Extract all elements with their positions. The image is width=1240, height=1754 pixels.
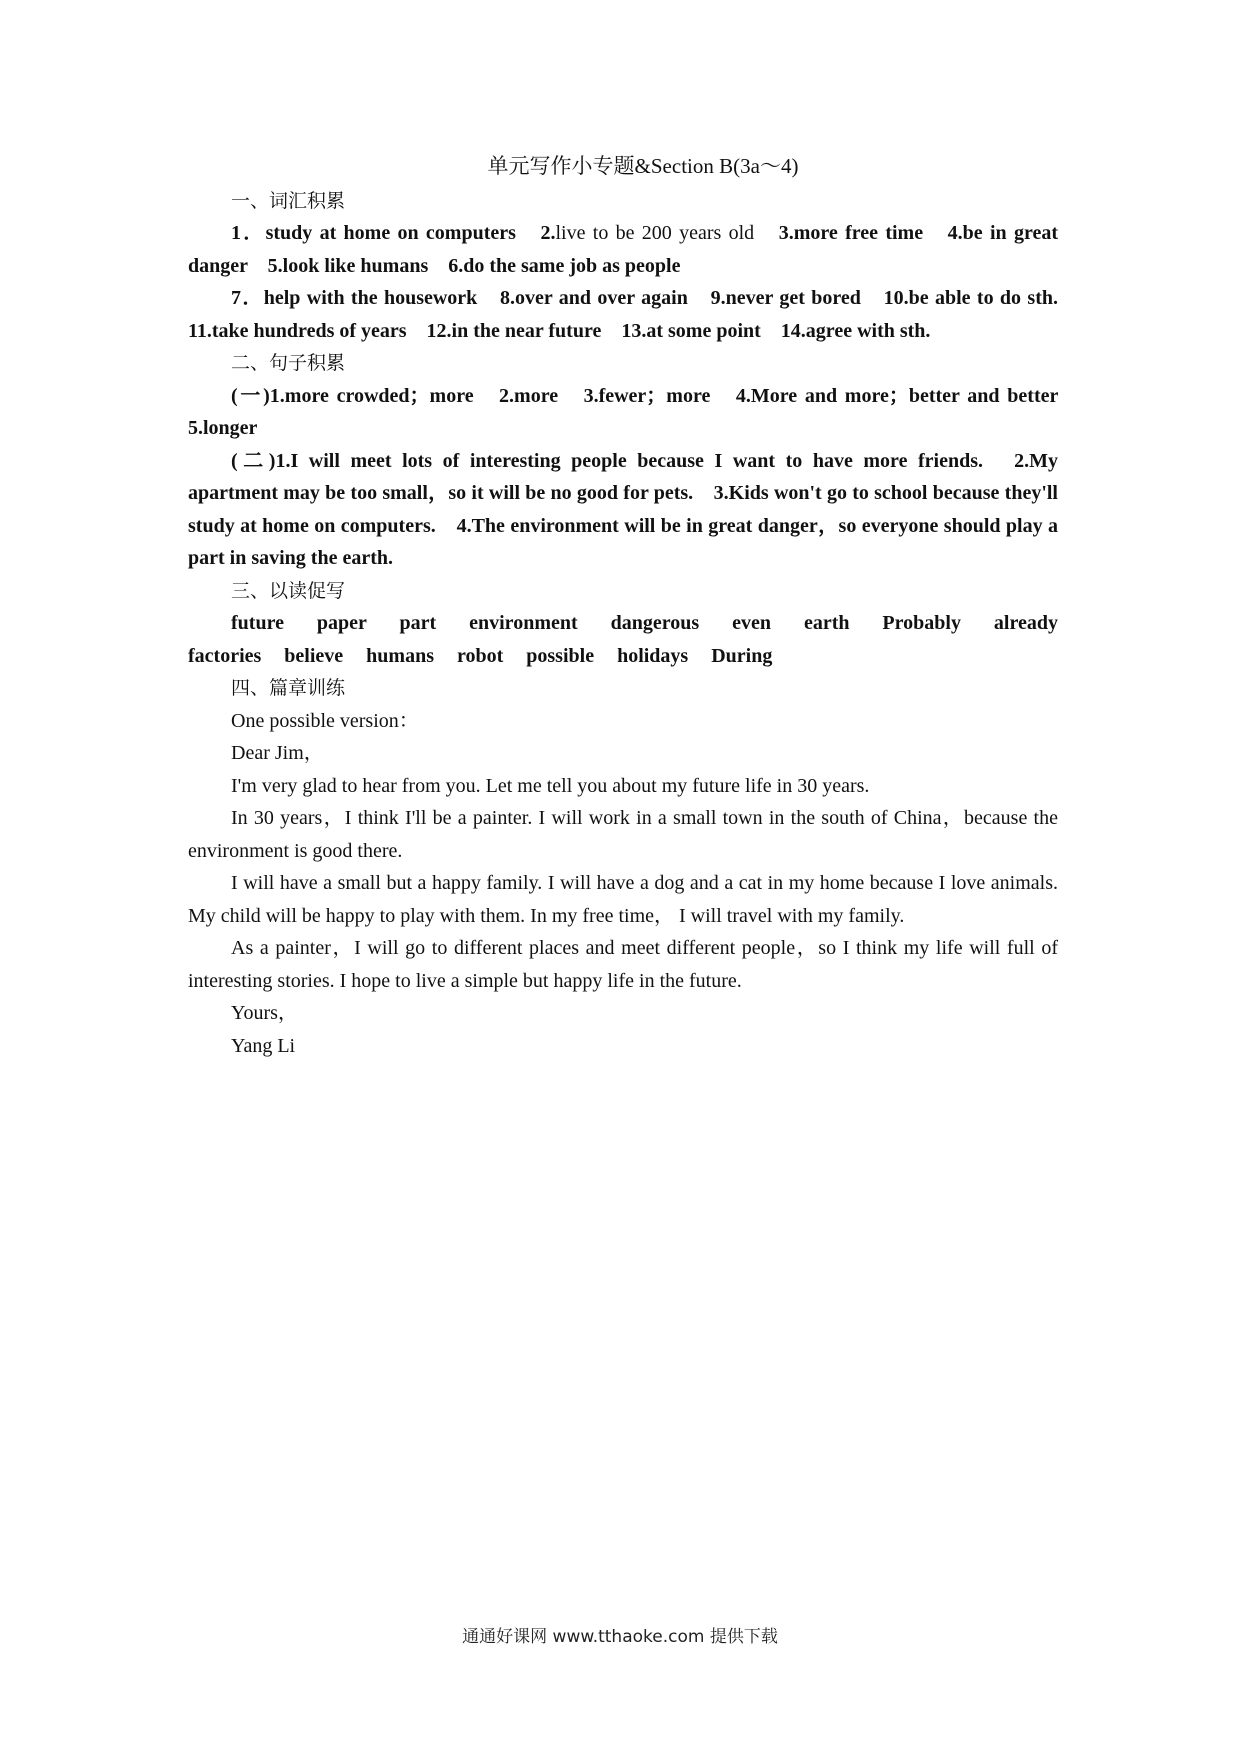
letter-paragraph-3: I will have a small but a happy family. I will have a dog and a cat in my home because I love animals. My child will be happy to play with them. In my free time， I will travel with my family. (188, 872, 1058, 927)
vocabulary-answers-2: 7．help with the housework 8.over and over again 9.never get bored 10.be able to do sth. 11.take hundreds of years 12.in the near future 13.at some point 14.agree with sth. (188, 287, 1078, 342)
letter-paragraph-4: As a painter，I will go to different places and meet different people，so I think my life will full of interesting stories. I hope to live a simple but happy life in the future. (188, 937, 1058, 992)
letter-signature: Yang Li (231, 1034, 296, 1057)
letter-salutation: Dear Jim， (231, 742, 324, 764)
vocab-text-c: 3.more free time 4.be in great danger 5.look like humans 6.do the same job as people (188, 222, 1058, 277)
letter-paragraph-1: I'm very glad to hear from you. Let me tell you about my future life in 30 years. (231, 774, 870, 797)
section-heading-vocabulary: 一、词汇积累 (231, 189, 346, 212)
section-heading-reading-writing: 三、以读促写 (231, 579, 346, 602)
word-list-line-1: future paper part environment dangerous even earth Probably already (231, 612, 1058, 634)
section-heading-sentences: 二、句子积累 (231, 352, 346, 374)
section-heading-writing-practice: 四、篇章训练 (231, 677, 346, 699)
document-page (188, 150, 1078, 1062)
sentence-answers-1: (一)1.more crowded；more 2.more 3.fewer；more 4.More and more；better and better 5.longer (188, 384, 1078, 439)
vocab-text-a: 1．study at home on computers 2. (231, 222, 556, 244)
vocab-text-b: live to be 200 years old (555, 222, 755, 244)
vocabulary-answers-1 (188, 217, 1058, 282)
letter-paragraph-2: In 30 years，I think I'll be a painter. I will work in a small town in the south of China，because the environment is good there. (188, 807, 1058, 862)
page-title: 单元写作小专题&Section B(3a～4) (487, 154, 799, 178)
sample-intro: One possible version： (231, 709, 419, 732)
page-footer: 通通好课网 www.tthaoke.com 提供下载 (462, 1627, 778, 1647)
word-list-line-2: factories believe humans robot possible holidays During (188, 644, 773, 667)
letter-closing: Yours， (231, 1002, 298, 1024)
sentence-answers-2: (二)1.I will meet lots of interesting people because I want to have more friends. 2.My apartment may be too small，so it will be no good for pets. 3.Kids won't go to school because they'll study at home on computers. 4.The environment will be in great danger，so everyone should play a part in saving the earth. (188, 449, 1058, 569)
